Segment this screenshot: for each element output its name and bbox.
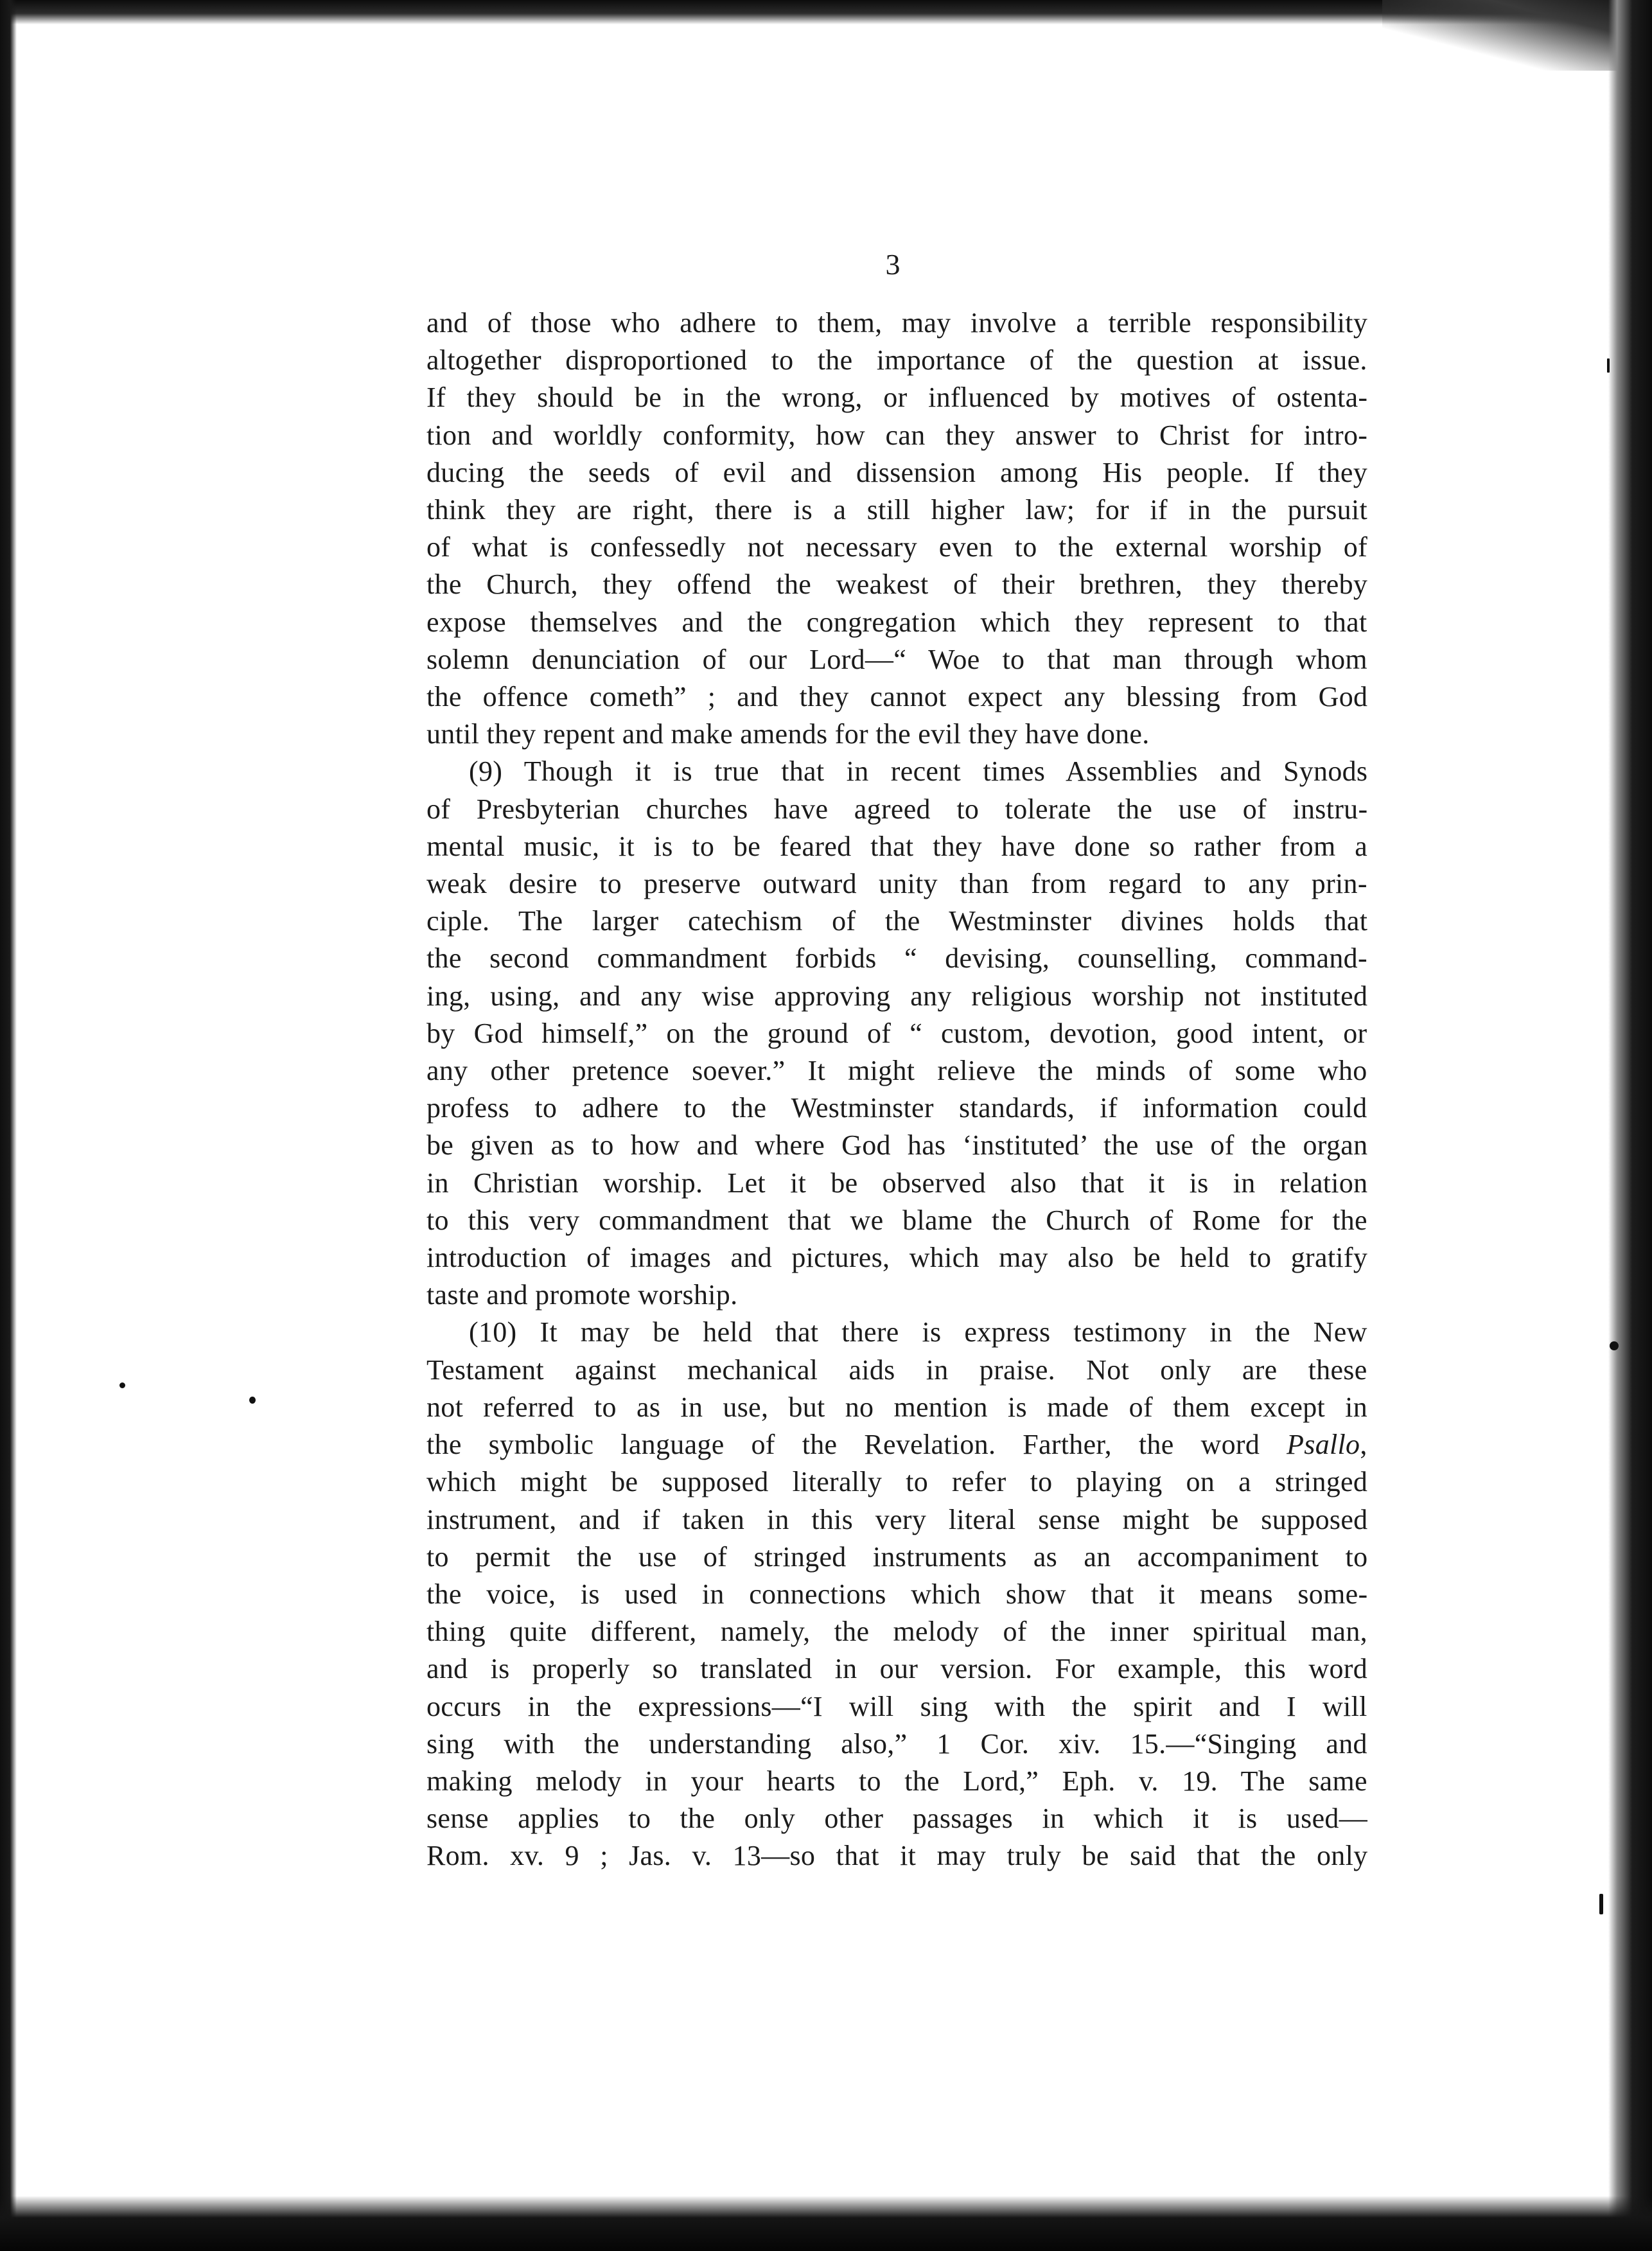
scan-edge-bottom xyxy=(0,2196,1652,2251)
text-line: ing, using, and any wise approving any religious worship not instituted xyxy=(426,980,1368,1012)
text-line: sense applies to the only other passages in which it is used— xyxy=(426,1803,1368,1835)
text-line: mental music, it is to be feared that they have done so rather from a xyxy=(426,830,1368,862)
text-line: Rom. xv. 9 ; Jas. v. 13—so that it may truly be said that the only xyxy=(426,1840,1368,1872)
text-line: (10) It may be held that there is express testimony in the New xyxy=(469,1316,1367,1348)
text-line: the symbolic language of the Revelation. Farther, the word Psallo, xyxy=(426,1429,1367,1461)
italic-word: Psallo xyxy=(1287,1429,1360,1461)
text-line: the Church, they offend the weakest of their brethren, they thereby xyxy=(426,569,1368,601)
text-line: solemn denunciation of our Lord—“ Woe to that man through whom xyxy=(426,643,1367,675)
paragraph-8-continued xyxy=(426,305,1367,753)
scan-speck xyxy=(119,1382,125,1388)
text-line: profess to adhere to the Westminster standards, if information could xyxy=(426,1092,1367,1124)
text-line: (9) Though it is true that in recent times Assemblies and Synods xyxy=(469,755,1368,788)
paragraph-9 xyxy=(426,753,1367,1314)
text-line: of Presbyterian churches have agreed to tolerate the use of instru- xyxy=(426,793,1368,825)
text-line: sing with the understanding also,” 1 Cor. xiv. 15.—“Singing and xyxy=(426,1727,1367,1760)
text-line: altogether disproportioned to the importance of the question at issue. xyxy=(426,344,1367,376)
text-line: ciple. The larger catechism of the Westminster divines holds that xyxy=(426,905,1368,937)
text-line: any other pretence soever.” It might relieve the minds of some who xyxy=(426,1055,1367,1087)
text-line: occurs in the expressions—“I will sing with the spirit and I will xyxy=(426,1690,1367,1722)
text-line: instrument, and if taken in this very literal sense might be supposed xyxy=(426,1503,1368,1535)
paragraph-10 xyxy=(426,1314,1367,1875)
scan-edge-right xyxy=(1608,0,1652,2251)
text-line: expose themselves and the congregation which they represent to that xyxy=(426,606,1367,638)
scan-edge-left xyxy=(0,0,17,2251)
text-line: thing quite different, namely, the melody of the inner spiritual man, xyxy=(426,1616,1367,1648)
scan-speck xyxy=(249,1397,256,1404)
text-line: to this very commandment that we blame the Church of Rome for the xyxy=(426,1204,1367,1236)
text-line: making melody in your hearts to the Lord,” Eph. v. 19. The same xyxy=(426,1765,1367,1797)
text-line: until they repent and make amends for the evil they have done. xyxy=(426,718,1150,750)
scan-speck xyxy=(1607,358,1610,373)
text-line: think they are right, there is a still higher law; for if in the pursuit xyxy=(426,494,1367,526)
text-line: ducing the seeds of evil and dissension among His people. If they xyxy=(426,456,1368,488)
scan-speck xyxy=(1610,1341,1619,1350)
body-text xyxy=(426,305,1367,1875)
text-line: and of those who adhere to them, may involve a terrible responsibility xyxy=(426,307,1368,339)
text-line: not referred to as in use, but no mention is made of them except in xyxy=(426,1391,1368,1423)
page-number: 3 xyxy=(885,248,901,281)
text-line: taste and promote worship. xyxy=(426,1279,738,1311)
text-line: tion and worldly conformity, how can they answer to Christ for intro- xyxy=(426,419,1368,451)
text-line: weak desire to preserve outward unity than from regard to any prin- xyxy=(426,868,1367,900)
text-line: introduction of images and pictures, which may also be held to gratify xyxy=(426,1242,1368,1274)
text-line: in Christian worship. Let it be observed also that it is in relation xyxy=(426,1167,1368,1199)
text-line: by God himself,” on the ground of “ custom, devotion, good intent, or xyxy=(426,1017,1367,1049)
text-line: of what is confessedly not necessary even to the external worship of xyxy=(426,531,1368,563)
text-line: the second commandment forbids “ devising, counselling, command- xyxy=(426,942,1367,975)
text-line: the voice, is used in connections which show that it means some- xyxy=(426,1578,1368,1610)
text-line: be given as to how and where God has ‘instituted’ the use of the organ xyxy=(426,1129,1368,1161)
text-line: and is properly so translated in our version. For example, this word xyxy=(426,1653,1368,1685)
scan-speck xyxy=(1599,1894,1603,1914)
text-line: If they should be in the wrong, or influenced by motives of ostenta- xyxy=(426,382,1368,414)
text-line: to permit the use of stringed instruments as an accompaniment to xyxy=(426,1540,1368,1573)
text-line: the offence cometh” ; and they cannot expect any blessing from God xyxy=(426,681,1368,713)
text-line: Testament against mechanical aids in praise. Not only are these xyxy=(426,1354,1367,1386)
text-line: which might be supposed literally to refer to playing on a stringed xyxy=(426,1466,1368,1498)
